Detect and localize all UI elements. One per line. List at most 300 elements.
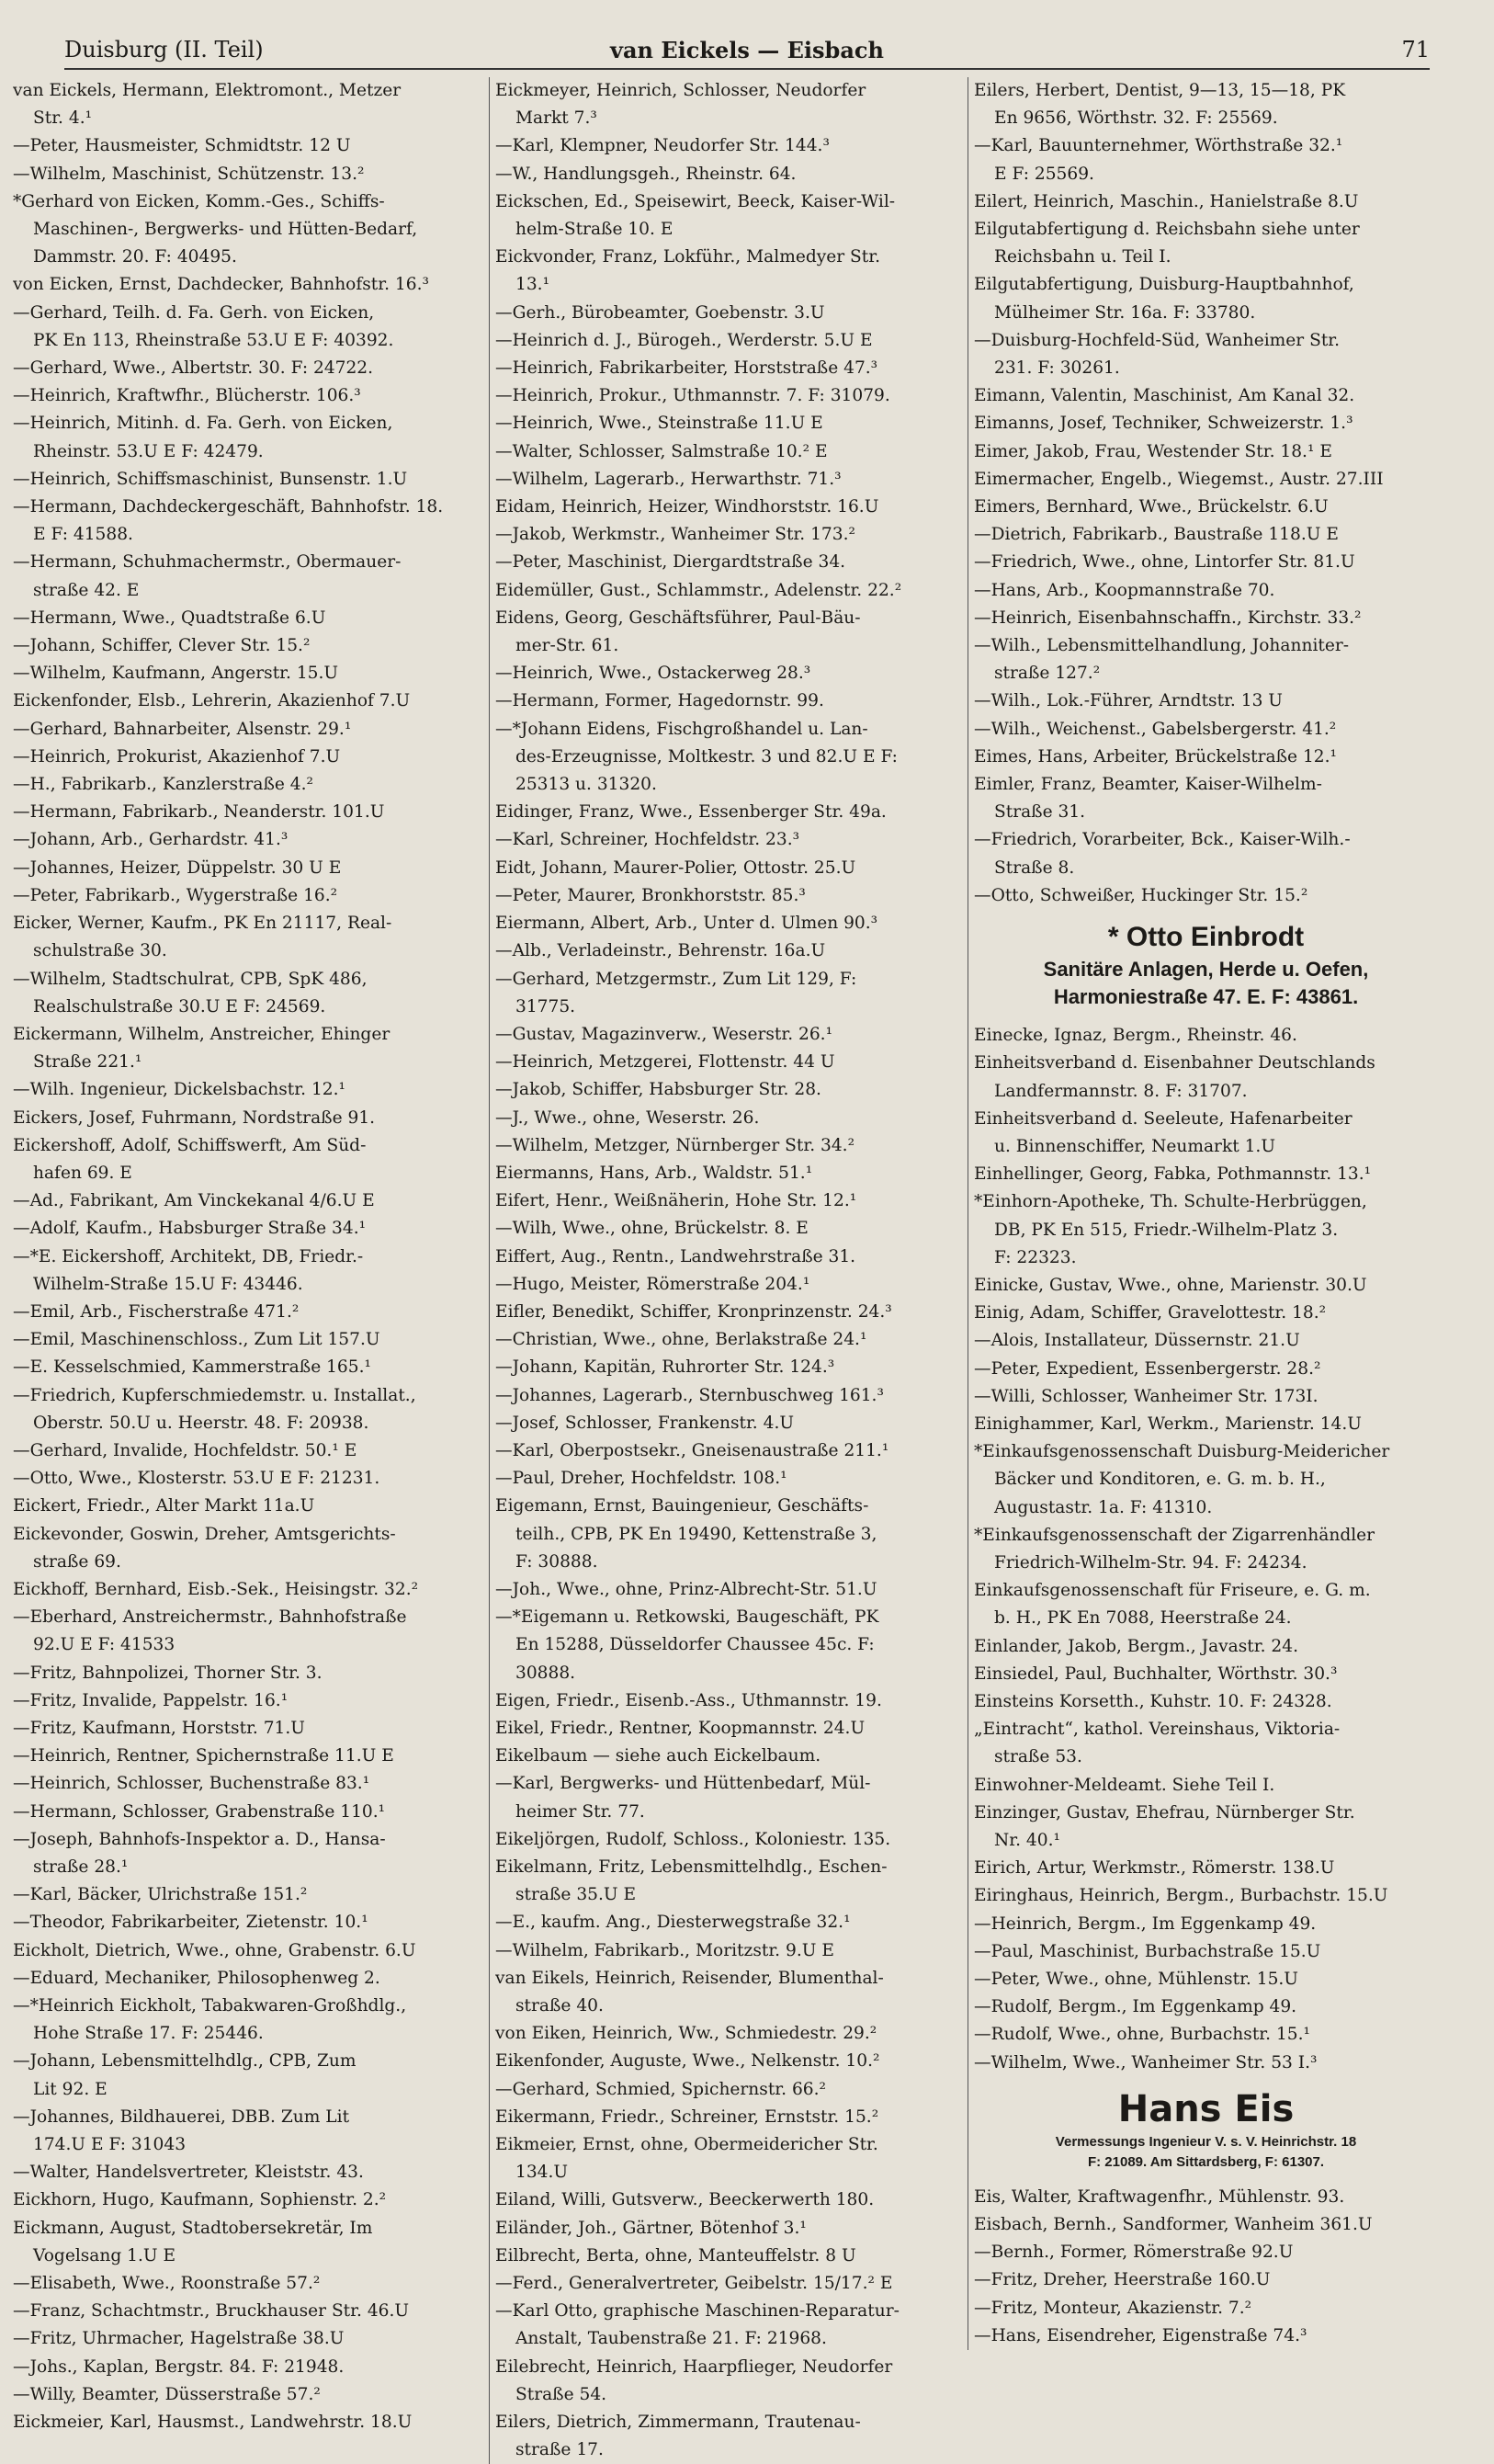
ad-line: Vermessungs Ingenieur V. s. V. Heinrichstr. 18 xyxy=(1055,2133,1357,2150)
directory-entry xyxy=(974,1966,1438,1993)
entry-line: Einwohner-Meldeamt. Siehe Teil I. xyxy=(974,1775,1275,1795)
entry-line: —Walter, Handelsvertreter, Kleiststr. 43. xyxy=(13,2163,364,2183)
entry-line: —Fritz, Monteur, Akazienstr. 7.² xyxy=(974,2298,1252,2318)
directory-entry xyxy=(974,410,1438,437)
entry-line: —Johann, Lebensmittelhdlg., CPB, Zum xyxy=(13,2051,357,2072)
entry-line: —Dietrich, Fabrikarb., Baustraße 118.U E xyxy=(974,525,1339,545)
entry-line: b. H., PK En 7088, Heerstraße 24. xyxy=(994,1608,1292,1629)
directory-entry xyxy=(495,244,959,299)
directory-entry xyxy=(13,271,477,299)
directory-entry xyxy=(495,2131,959,2186)
directory-entry xyxy=(495,1965,959,2020)
directory-entry xyxy=(13,1965,477,1993)
entry-line: —Heinrich, Wwe., Ostackerweg 28.³ xyxy=(495,664,811,684)
entry-line: —Heinrich, Eisenbahnschaffn., Kirchstr. 33.² xyxy=(974,607,1362,628)
directory-entry xyxy=(974,2322,1438,2350)
entry-line: —Walter, Schlosser, Salmstraße 10.² E xyxy=(495,441,828,461)
entry-line: —Heinrich, Metzgerei, Flottenstr. 44 U xyxy=(495,1052,835,1073)
entry-line: —Wilhelm, Maschinist, Schützenstr. 13.² xyxy=(13,164,365,184)
entry-line: —Eberhard, Anstreichermstr., Bahnhofstraße xyxy=(13,1607,407,1628)
entry-line: —Rudolf, Wwe., ohne, Burbachstr. 15.¹ xyxy=(974,2025,1310,2045)
entry-line: Eimes, Hans, Arbeiter, Brückelstraße 12.¹ xyxy=(974,746,1337,766)
directory-entry xyxy=(495,855,959,882)
directory-entry xyxy=(974,1938,1438,1966)
directory-entry xyxy=(13,1021,477,1076)
directory-entry xyxy=(974,1522,1438,1577)
entry-line: —Friedrich, Kupferschmiedemstr. u. Installat., xyxy=(13,1385,416,1405)
directory-entry xyxy=(495,2243,959,2270)
entry-line: —Fritz, Uhrmacher, Hagelstraße 38.U xyxy=(13,2329,345,2349)
entry-line: —Karl, Schreiner, Hochfeldstr. 23.³ xyxy=(495,830,800,850)
entry-line: —Emil, Maschinenschloss., Zum Lit 157.U xyxy=(13,1330,380,1350)
entry-line: des-Erzeugnisse, Moltkestr. 3 und 82.U E F: xyxy=(515,746,898,766)
entry-line: —Gerhard, Bahnarbeiter, Alsenstr. 29.¹ xyxy=(13,719,352,739)
entry-line: DB, PK En 515, Friedr.-Wilhelm-Platz 3. xyxy=(994,1220,1339,1240)
directory-entry xyxy=(495,2076,959,2104)
entry-line: —Hermann, Dachdeckergeschäft, Bahnhofstr. 18. xyxy=(13,497,444,517)
entry-line: Eilebrecht, Heinrich, Haarpflieger, Neudorfer xyxy=(495,2356,893,2377)
directory-entry xyxy=(495,1049,959,1076)
entry-line: —Friedrich, Vorarbeiter, Bck., Kaiser-Wilh.- xyxy=(974,830,1351,850)
directory-entry xyxy=(13,1687,477,1715)
entry-line: Straße 54. xyxy=(515,2384,607,2404)
directory-entry xyxy=(13,1521,477,1576)
entry-line: Straße 8. xyxy=(994,857,1075,878)
directory-entry xyxy=(13,855,477,882)
directory-entry xyxy=(13,1299,477,1326)
entry-line: —Johannes, Heizer, Düppelstr. 30 U E xyxy=(13,857,342,878)
ad-title: * Otto Einbrodt xyxy=(1107,922,1305,953)
directory-entry xyxy=(13,2381,477,2409)
running-head-range: van Eickels — Eisbach xyxy=(610,37,884,63)
entry-line: 174.U E F: 31043 xyxy=(33,2135,187,2155)
directory-entry xyxy=(13,2325,477,2353)
directory-entry xyxy=(974,1438,1438,1522)
entry-line: Eiermann, Albert, Arb., Unter d. Ulmen 90.³ xyxy=(495,914,878,934)
entry-line: —Heinrich, Prokurist, Akazienhof 7.U xyxy=(13,746,341,766)
directory-entry xyxy=(13,494,477,549)
entry-line: Eickert, Friedr., Alter Markt 11a.U xyxy=(13,1496,315,1516)
entry-line: —Peter, Hausmeister, Schmidtstr. 12 U xyxy=(13,136,351,156)
entry-line: —Peter, Expedient, Essenbergerstr. 28.² xyxy=(974,1358,1321,1379)
directory-entry xyxy=(495,1076,959,1104)
directory-entry xyxy=(13,2048,477,2103)
directory-entry xyxy=(495,1382,959,1410)
ad-line: Sanitäre Anlagen, Herde u. Oefen, xyxy=(1043,958,1369,982)
directory-entry xyxy=(495,1105,959,1132)
entry-line: Eigen, Friedr., Eisenb.-Ass., Uthmannstr. 19. xyxy=(495,1690,882,1710)
entry-line: —Wilhelm, Metzger, Nürnberger Str. 34.² xyxy=(495,1135,855,1155)
directory-entry xyxy=(974,2050,1438,2077)
entry-line: —Rudolf, Bergm., Im Eggenkamp 49. xyxy=(974,1997,1297,2017)
directory-entry xyxy=(13,1493,477,1520)
directory-entry xyxy=(495,1132,959,1160)
entry-line: —Jakob, Schiffer, Habsburger Str. 28. xyxy=(495,1080,821,1100)
directory-entry xyxy=(13,2215,477,2270)
entry-line: —Fritz, Invalide, Pappelstr. 16.¹ xyxy=(13,1690,289,1710)
entry-line: Friedrich-Wilhelm-Str. 94. F: 24234. xyxy=(994,1552,1307,1573)
entry-line: mer-Str. 61. xyxy=(515,636,619,656)
entry-line: Reichsbahn u. Teil I. xyxy=(994,247,1171,267)
directory-entry xyxy=(13,188,477,272)
directory-entry xyxy=(13,2104,477,2159)
directory-entry xyxy=(495,382,959,410)
directory-entry xyxy=(495,2270,959,2298)
directory-entry xyxy=(495,1909,959,1936)
directory-entry xyxy=(495,1354,959,1381)
entry-line: Eidinger, Franz, Wwe., Essenberger Str. 49a. xyxy=(495,802,887,823)
directory-entry xyxy=(974,1688,1438,1716)
entry-line: —Heinrich d. J., Bürogeh., Werderstr. 5.U E xyxy=(495,330,873,350)
directory-entry xyxy=(974,1300,1438,1327)
entry-line: —Karl, Bauunternehmer, Wörthstraße 32.¹ xyxy=(974,136,1343,156)
entry-line: Einig, Adam, Schiffer, Gravelottestr. 18.² xyxy=(974,1303,1327,1323)
entry-line: —H., Fabrikarb., Kanzlerstraße 4.² xyxy=(13,775,313,795)
directory-entry xyxy=(13,910,477,965)
entry-line: Eickhoff, Bernhard, Eisb.-Sek., Heisingstr. 32.² xyxy=(13,1579,419,1599)
directory-entry xyxy=(974,327,1438,382)
entry-line: —Fritz, Bahnpolizei, Thorner Str. 3. xyxy=(13,1663,323,1683)
entry-line: —Wilh., Lebensmittelhandlung, Johanniter- xyxy=(974,636,1350,656)
directory-entry xyxy=(495,410,959,437)
directory-entry xyxy=(495,438,959,466)
directory-entry xyxy=(495,2104,959,2131)
directory-entry xyxy=(13,1937,477,1965)
entry-line: —Peter, Maurer, Bronkhorststr. 85.³ xyxy=(495,885,806,905)
directory-entry xyxy=(13,1132,477,1187)
entry-line: F: 30888. xyxy=(515,1551,598,1572)
directory-entry xyxy=(13,132,477,160)
entry-line: 30888. xyxy=(515,1663,576,1683)
entry-line: F: 22323. xyxy=(994,1247,1077,1267)
entry-line: —Paul, Dreher, Hochfeldstr. 108.¹ xyxy=(495,1469,787,1489)
directory-entry xyxy=(13,1660,477,1687)
entry-line: Lit 92. E xyxy=(33,2079,108,2099)
directory-entry xyxy=(974,77,1438,132)
entry-line: Eilgutabfertigung d. Reichsbahn siehe unter xyxy=(974,220,1360,240)
entry-line: Eimer, Jakob, Frau, Westender Str. 18.¹ E xyxy=(974,441,1332,461)
directory-entry xyxy=(13,771,477,799)
directory-entry xyxy=(495,1576,959,1604)
directory-entry xyxy=(13,1215,477,1243)
directory-entry xyxy=(13,549,477,604)
directory-entry xyxy=(495,882,959,910)
entry-line: Augustastr. 1a. F: 41310. xyxy=(994,1497,1213,1517)
entry-line: Wilhelm-Straße 15.U F: 43446. xyxy=(33,1274,303,1294)
directory-entry xyxy=(974,1272,1438,1300)
entry-line: Mülheimer Str. 16a. F: 33780. xyxy=(994,302,1256,323)
entry-line: Eilers, Herbert, Dentist, 9—13, 15—18, PK xyxy=(974,81,1346,100)
entry-line: En 9656, Wörthstr. 32. F: 25569. xyxy=(994,108,1278,129)
entry-line: —Heinrich, Wwe., Steinstraße 11.U E xyxy=(495,414,823,434)
directory-entry xyxy=(13,1576,477,1604)
entry-line: —Wilhelm, Lagerarb., Herwarthstr. 71.³ xyxy=(495,469,842,489)
page-header xyxy=(64,37,1430,70)
entry-line: Str. 4.¹ xyxy=(33,108,93,129)
directory-entry xyxy=(495,716,959,800)
directory-entry xyxy=(13,1715,477,1743)
entry-line: —Heinrich, Mitinh. d. Fa. Gerh. von Eicken, xyxy=(13,414,393,434)
entry-line: —Joh., Wwe., ohne, Prinz-Albrecht-Str. 51.U xyxy=(495,1579,877,1599)
directory-entry xyxy=(495,687,959,715)
directory-entry xyxy=(13,77,477,132)
directory-entry xyxy=(495,2048,959,2075)
directory-entry xyxy=(495,2409,959,2464)
entry-line: —Karl, Bäcker, Ulrichstraße 151.² xyxy=(13,1885,308,1905)
entry-line: —Fritz, Dreher, Heerstraße 160.U xyxy=(974,2270,1271,2290)
entry-line: „Eintracht“, kathol. Vereinshaus, Viktoria- xyxy=(974,1720,1341,1740)
entry-line: —*E. Eickershoff, Architekt, DB, Friedr.- xyxy=(13,1246,364,1266)
directory-entry xyxy=(974,1800,1438,1855)
directory-entry xyxy=(495,161,959,188)
directory-entry xyxy=(974,716,1438,744)
entry-line: schulstraße 30. xyxy=(33,941,167,961)
entry-line: Dammstr. 20. F: 40495. xyxy=(33,247,237,267)
entry-line: Einsteins Korsetth., Kuhstr. 10. F: 24328. xyxy=(974,1691,1332,1711)
entry-line: —Heinrich, Bergm., Im Eggenkamp 49. xyxy=(974,1913,1317,1934)
entry-line: —E., kaufm. Ang., Diesterwegstraße 32.¹ xyxy=(495,1913,851,1933)
entry-line: —Wilhelm, Fabrikarb., Moritzstr. 9.U E xyxy=(495,1940,834,1960)
directory-entry xyxy=(495,966,959,1021)
directory-entry xyxy=(13,1799,477,1826)
entry-line: Einkaufsgenossenschaft für Friseure, e. G. m. xyxy=(974,1581,1371,1601)
entry-line: Eickevonder, Goswin, Dreher, Amtsgerichts- xyxy=(13,1524,396,1544)
directory-entry xyxy=(13,660,477,687)
directory-entry xyxy=(495,355,959,382)
directory-entry xyxy=(13,1187,477,1215)
entry-line: —Alb., Verladeinstr., Behrenstr. 16a.U xyxy=(495,941,826,961)
entry-line: —Gerhard, Wwe., Albertstr. 30. F: 24722. xyxy=(13,358,374,379)
directory-entry xyxy=(13,1465,477,1493)
directory-entry xyxy=(13,744,477,771)
entry-line: Eilert, Heinrich, Maschin., Hanielstraße 8.U xyxy=(974,191,1359,211)
entry-line: Einzinger, Gustav, Ehefrau, Nürnberger Str. xyxy=(974,1802,1355,1822)
entry-line: —W., Handlungsgeh., Rheinstr. 64. xyxy=(495,164,797,184)
entry-line: Eidemüller, Gust., Schlammstr., Adelenstr. 22.² xyxy=(495,580,902,600)
directory-entry xyxy=(13,966,477,1021)
directory-entry xyxy=(495,799,959,826)
entry-line: Eikeljörgen, Rudolf, Schloss., Koloniestr. 135. xyxy=(495,1829,891,1849)
directory-entry xyxy=(13,882,477,910)
entry-line: Realschulstraße 30.U E F: 24569. xyxy=(33,996,326,1016)
directory-entry xyxy=(13,1076,477,1104)
directory-entry xyxy=(13,466,477,494)
directory-entry xyxy=(974,438,1438,466)
directory-entry xyxy=(495,1604,959,1687)
entry-line: —Franz, Schachtmstr., Bruckhauser Str. 46.U xyxy=(13,2301,410,2322)
entry-line: E F: 25569. xyxy=(994,164,1094,184)
entry-line: —Heinrich, Fabrikarbeiter, Horststraße 47.³ xyxy=(495,358,878,379)
entry-line: —Heinrich, Rentner, Spichernstraße 11.U E xyxy=(13,1746,394,1766)
directory-entry xyxy=(974,2295,1438,2322)
directory-entry xyxy=(974,2021,1438,2049)
entry-line: 134.U xyxy=(515,2163,569,2183)
entry-line: straße 53. xyxy=(994,1747,1082,1767)
directory-entry xyxy=(13,382,477,410)
ad-line: F: 21089. Am Sittardsberg, F: 61307. xyxy=(1087,2153,1325,2170)
directory-entry xyxy=(495,937,959,965)
entry-line: —J., Wwe., ohne, Weserstr. 26. xyxy=(495,1107,760,1128)
directory-entry xyxy=(495,1687,959,1715)
entry-line: Eifert, Henr., Weißnäherin, Hohe Str. 12.¹ xyxy=(495,1191,857,1211)
directory-entry xyxy=(495,660,959,687)
directory-entry xyxy=(974,882,1438,910)
directory-entry xyxy=(974,132,1438,187)
entry-line: Eimers, Bernhard, Wwe., Brückelstr. 6.U xyxy=(974,497,1329,517)
directory-entry xyxy=(495,1160,959,1187)
directory-column-2 xyxy=(489,77,959,2464)
directory-entry xyxy=(13,716,477,744)
entry-line: —Christian, Wwe., ohne, Berlakstraße 24.¹ xyxy=(495,1330,867,1350)
entry-line: Einlander, Jakob, Bergm., Javastr. 24. xyxy=(974,1636,1298,1656)
directory-entry xyxy=(495,132,959,160)
entry-line: —Hermann, Former, Hagedornstr. 99. xyxy=(495,691,824,711)
entry-line: Eiländer, Joh., Gärtner, Bötenhof 3.¹ xyxy=(495,2218,807,2238)
directory-entry xyxy=(974,382,1438,410)
entry-line: hafen 69. E xyxy=(33,1163,132,1183)
entry-line: Eimermacher, Engelb., Wiegemst., Austr. 27.III xyxy=(974,469,1384,489)
entry-line: —Gustav, Magazinverw., Weserstr. 26.¹ xyxy=(495,1024,833,1044)
entry-line: 31775. xyxy=(515,996,576,1016)
directory-entry xyxy=(495,577,959,605)
directory-entry xyxy=(974,1661,1438,1688)
entry-line: Eidens, Georg, Geschäftsführer, Paul-Bäu- xyxy=(495,607,861,628)
entry-line: —Theodor, Fabrikarbeiter, Zietenstr. 10.¹ xyxy=(13,1913,368,1933)
entry-line: Eikelbaum — siehe auch Eickelbaum. xyxy=(495,1746,821,1766)
directory-entry xyxy=(974,1383,1438,1411)
entry-line: Eimann, Valentin, Maschinist, Am Kanal 32. xyxy=(974,386,1355,406)
entry-line: —Wilh, Wwe., ohne, Brückelstr. 8. E xyxy=(495,1219,809,1239)
entry-line: —Gerhard, Schmied, Spichernstr. 66.² xyxy=(495,2079,826,2099)
directory-entry xyxy=(13,410,477,465)
directory-entry xyxy=(13,605,477,632)
directory-entry xyxy=(974,632,1438,687)
entry-line: straße 35.U E xyxy=(515,1885,637,1905)
directory-entry xyxy=(974,494,1438,521)
entry-line: helm-Straße 10. E xyxy=(515,220,673,240)
entry-line: Anstalt, Taubenstraße 21. F: 21968. xyxy=(515,2329,827,2349)
entry-line: —Hermann, Schlosser, Grabenstraße 110.¹ xyxy=(13,1801,386,1822)
directory-entry xyxy=(974,1911,1438,1938)
entry-line: —Wilhelm, Wwe., Wanheimer Str. 53 I.³ xyxy=(974,2052,1318,2072)
entry-line: —*Johann Eidens, Fischgroßhandel u. Lan- xyxy=(495,719,868,739)
directory-entry xyxy=(974,744,1438,771)
directory-entry xyxy=(13,1993,477,2048)
directory-entry xyxy=(13,799,477,826)
entry-line: Eickmeier, Karl, Hausmst., Landwehrstr. 18.U xyxy=(13,2413,413,2433)
directory-entry xyxy=(13,687,477,715)
ad-line: Harmoniestraße 47. E. F: 43861. xyxy=(1053,985,1359,1009)
ad-title: Hans Eis xyxy=(1117,2087,1295,2130)
entry-line: van Eikels, Heinrich, Reisender, Blumenthal- xyxy=(495,1968,884,1988)
entry-line: Eikermann, Friedr., Schreiner, Ernststr. 15.² xyxy=(495,2106,879,2127)
entry-line: —E. Kesselschmied, Kammerstraße 165.¹ xyxy=(13,1357,371,1378)
entry-line: —Heinrich, Prokur., Uthmannstr. 7. F: 31079. xyxy=(495,386,890,406)
directory-entry xyxy=(495,2186,959,2214)
entry-line: Eickvonder, Franz, Lokführ., Malmedyer Str. xyxy=(495,247,881,267)
directory-entry xyxy=(974,826,1438,881)
directory-entry xyxy=(495,494,959,521)
directory-column-3 xyxy=(968,77,1438,2350)
directory-entry xyxy=(13,161,477,188)
directory-entry xyxy=(495,1854,959,1909)
entry-line: —Karl, Klempner, Neudorfer Str. 144.³ xyxy=(495,136,830,156)
entry-line: von Eicken, Ernst, Dachdecker, Bahnhofstr. 16.³ xyxy=(13,275,429,295)
directory-entry xyxy=(974,1772,1438,1800)
directory-entry xyxy=(13,1326,477,1354)
directory-entry xyxy=(13,2159,477,2186)
entry-line: —Johann, Arb., Gerhardstr. 41.³ xyxy=(13,830,289,850)
directory-entry xyxy=(974,687,1438,715)
entry-line: Vogelsang 1.U E xyxy=(33,2245,176,2265)
entry-line: —Duisburg-Hochfeld-Süd, Wanheimer Str. xyxy=(974,330,1341,350)
entry-line: Eickers, Josef, Fuhrmann, Nordstraße 91. xyxy=(13,1107,376,1128)
directory-entry xyxy=(974,1633,1438,1661)
entry-line: van Eickels, Hermann, Elektromont., Metzer xyxy=(13,81,402,100)
directory-entry xyxy=(13,1604,477,1659)
entry-line: Einicke, Gustav, Wwe., ohne, Marienstr. 30.U xyxy=(974,1275,1367,1295)
entry-line: *Einhorn-Apotheke, Th. Schulte-Herbrüggen, xyxy=(974,1192,1367,1212)
entry-line: —Willy, Beamter, Düsserstraße 57.² xyxy=(13,2384,321,2404)
directory-entry xyxy=(495,605,959,660)
directory-entry xyxy=(13,1881,477,1909)
entry-line: —Wilhelm, Stadtschulrat, CPB, SpK 486, xyxy=(13,969,368,989)
advertisement-hans-eis xyxy=(974,2086,1438,2173)
entry-line: —Heinrich, Schlosser, Buchenstraße 83.¹ xyxy=(13,1774,370,1794)
entry-line: —Wilhelm, Kaufmann, Angerstr. 15.U xyxy=(13,664,339,684)
directory-entry xyxy=(13,1243,477,1299)
directory-entry xyxy=(495,466,959,494)
directory-entry xyxy=(974,521,1438,549)
entry-line: —Willi, Schlosser, Wanheimer Str. 173I. xyxy=(974,1386,1319,1406)
entry-line: —Peter, Maschinist, Diergardtstraße 34. xyxy=(495,552,846,573)
directory-entry xyxy=(13,1105,477,1132)
directory-entry xyxy=(974,1577,1438,1632)
entry-line: Einighammer, Karl, Werkm., Marienstr. 14.U xyxy=(974,1414,1362,1434)
entry-line: Einheitsverband d. Seeleute, Hafenarbeiter xyxy=(974,1108,1353,1129)
directory-entry xyxy=(13,1770,477,1798)
entry-line: —Friedrich, Wwe., ohne, Lintorfer Str. 81.U xyxy=(974,552,1355,573)
directory-entry xyxy=(974,1106,1438,1161)
entry-line: Bäcker und Konditoren, e. G. m. b. H., xyxy=(994,1470,1326,1490)
entry-line: —Peter, Wwe., ohne, Mühlenstr. 15.U xyxy=(974,1970,1298,1989)
entry-line: Nr. 40.¹ xyxy=(994,1830,1060,1850)
entry-line: Eickermann, Wilhelm, Anstreicher, Ehinger xyxy=(13,1024,390,1044)
entry-line: En 15288, Düsseldorfer Chaussee 45c. F: xyxy=(515,1635,875,1655)
entry-line: Eickmann, August, Stadtobersekretär, Im xyxy=(13,2218,373,2238)
entry-line: —Paul, Maschinist, Burbachstraße 15.U xyxy=(974,1941,1321,1961)
entry-line: PK En 113, Rheinstraße 53.U E F: 40392. xyxy=(33,330,394,350)
entry-line: —Hermann, Wwe., Quadtstraße 6.U xyxy=(13,607,326,628)
entry-line: —Otto, Schweißer, Huckinger Str. 15.² xyxy=(974,885,1308,905)
directory-entry xyxy=(495,826,959,854)
directory-entry xyxy=(974,188,1438,216)
directory-entry xyxy=(974,1356,1438,1383)
directory-entry xyxy=(974,271,1438,326)
directory-entry xyxy=(13,2186,477,2214)
entry-line: 231. F: 30261. xyxy=(994,358,1120,379)
directory-entry xyxy=(495,910,959,937)
entry-line: E F: 41588. xyxy=(33,525,133,545)
entry-line: —Emil, Arb., Fischerstraße 471.² xyxy=(13,1301,300,1322)
entry-line: straße 69. xyxy=(33,1551,121,1572)
entry-line: Eickholt, Dietrich, Wwe., ohne, Grabenstr. 6.U xyxy=(13,1940,416,1960)
entry-line: Eimanns, Josef, Techniker, Schweizerstr. 1.³ xyxy=(974,414,1353,434)
entry-line: Eilgutabfertigung, Duisburg-Hauptbahnhof, xyxy=(974,275,1354,295)
directory-entry xyxy=(13,355,477,382)
entry-line: *Einkaufsgenossenschaft Duisburg-Meidericher xyxy=(974,1442,1390,1462)
entry-line: —Johann, Kapitän, Ruhrorter Str. 124.³ xyxy=(495,1357,835,1378)
